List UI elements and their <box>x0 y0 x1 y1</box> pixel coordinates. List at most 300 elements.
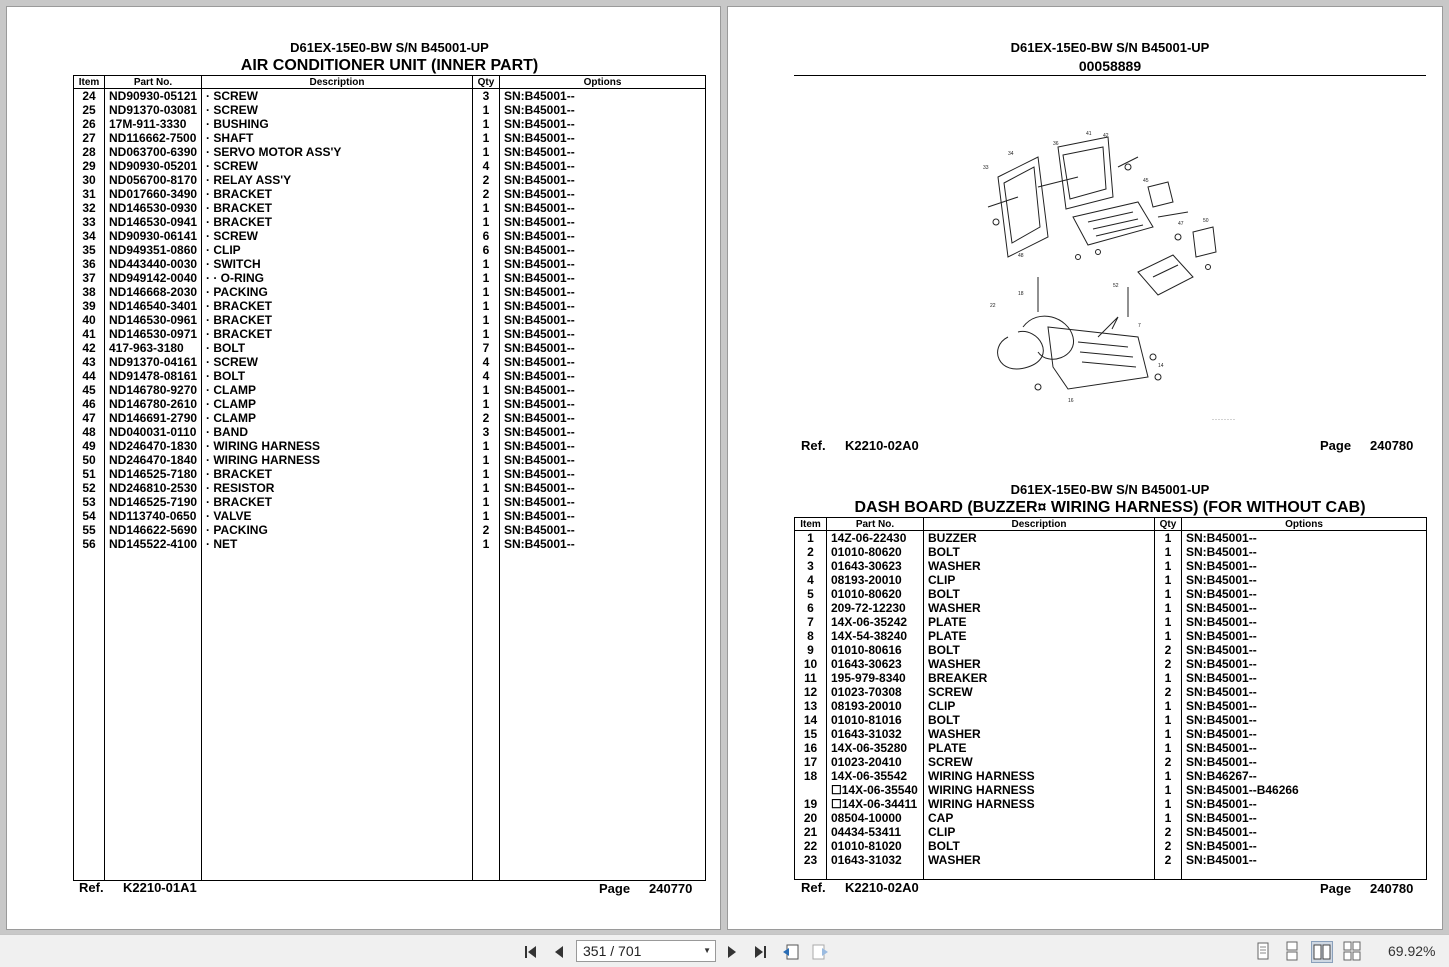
cell-item: 22 <box>795 839 827 853</box>
left-ref-label: Ref. <box>79 880 104 895</box>
cell-opt: SN:B45001-- <box>500 313 706 327</box>
cell-opt: SN:B45001-- <box>1182 825 1427 839</box>
cell-desc: · BRACKET <box>202 215 473 229</box>
filler-cell <box>500 551 706 881</box>
right-parts-table <box>794 517 1427 880</box>
cell-item: 36 <box>74 257 105 271</box>
right-page-label: Page <box>1320 881 1352 896</box>
cell-part: ND91478-08161 <box>105 369 202 383</box>
last-page-icon[interactable] <box>750 942 770 962</box>
cell-opt: SN:B45001-- <box>500 467 706 481</box>
cell-item: 39 <box>74 299 105 313</box>
cell-opt: SN:B45001-- <box>500 229 706 243</box>
cell-opt: SN:B45001-- <box>500 299 706 313</box>
cell-item: 3 <box>795 559 827 573</box>
table-filler-row <box>795 867 1427 880</box>
cell-desc: · VALVE <box>202 509 473 523</box>
cell-item: 16 <box>795 741 827 755</box>
cell-opt: SN:B45001-- <box>500 523 706 537</box>
cell-item: 40 <box>74 313 105 327</box>
cell-qty: 1 <box>1155 629 1182 643</box>
cell-part: 01643-31032 <box>827 727 924 741</box>
filler-cell <box>105 551 202 881</box>
cell-part: ND146530-0961 <box>105 313 202 327</box>
cell-qty: 1 <box>473 397 500 411</box>
illus-ref-label: Ref. <box>801 438 826 453</box>
table-row <box>74 285 706 299</box>
cell-desc: · RESISTOR <box>202 481 473 495</box>
filler-cell <box>924 867 1155 880</box>
cell-qty: 1 <box>473 117 500 131</box>
svg-text:16: 16 <box>1068 398 1074 404</box>
cell-part: 08504-10000 <box>827 811 924 825</box>
left-table-body <box>74 89 706 881</box>
cell-opt: SN:B45001-- <box>500 439 706 453</box>
cell-item: 53 <box>74 495 105 509</box>
table-row <box>74 495 706 509</box>
cell-desc: · SERVO MOTOR ASS'Y <box>202 145 473 159</box>
table-row <box>795 685 1427 699</box>
table-row <box>795 769 1427 783</box>
cell-item: 41 <box>74 327 105 341</box>
cell-item: 2 <box>795 545 827 559</box>
cell-desc: WASHER <box>924 559 1155 573</box>
page-number-value: 351 / 701 <box>583 943 642 959</box>
left-page <box>6 6 721 930</box>
svg-text:45: 45 <box>1143 178 1149 184</box>
cell-part: 01643-30623 <box>827 657 924 671</box>
continuous-view-icon[interactable] <box>1282 941 1302 961</box>
cell-desc: · BRACKET <box>202 467 473 481</box>
cell-desc: · BRACKET <box>202 201 473 215</box>
right-title-heading: DASH BOARD (BUZZER¤ WIRING HARNESS) (FOR WITHOUT CAB) <box>854 499 1366 516</box>
cell-opt: SN:B45001-- <box>500 397 706 411</box>
cell-desc: SCREW <box>924 685 1155 699</box>
cell-qty: 1 <box>473 145 500 159</box>
cell-qty: 1 <box>1155 797 1182 811</box>
cell-qty: 1 <box>1155 713 1182 727</box>
filler-cell <box>1155 867 1182 880</box>
table-row <box>74 327 706 341</box>
cell-opt: SN:B45001-- <box>1182 727 1427 741</box>
cell-opt: SN:B45001-- <box>1182 643 1427 657</box>
cell-qty: 2 <box>1155 657 1182 671</box>
cell-part: 195-979-8340 <box>827 671 924 685</box>
cell-item: 42 <box>74 341 105 355</box>
cell-item: 46 <box>74 397 105 411</box>
right-table-header <box>795 518 1427 531</box>
cell-desc: · NET <box>202 537 473 551</box>
cell-item: 49 <box>74 439 105 453</box>
cell-part: ND145522-4100 <box>105 537 202 551</box>
cell-item: 13 <box>795 699 827 713</box>
table-row <box>795 573 1427 587</box>
cell-item: 17 <box>795 755 827 769</box>
table-row <box>74 187 706 201</box>
diagram-dots: ········ <box>1212 417 1236 423</box>
svg-text:7: 7 <box>1138 323 1141 329</box>
illus-model-heading: D61EX-15E0-BW S/N B45001-UP <box>1010 40 1210 55</box>
svg-text:22: 22 <box>990 303 996 309</box>
cell-part: ND146525-7180 <box>105 467 202 481</box>
cell-desc: WIRING HARNESS <box>924 769 1155 783</box>
cell-opt: SN:B45001-- <box>500 215 706 229</box>
right-model-heading: D61EX-15E0-BW S/N B45001-UP <box>1010 482 1210 497</box>
cell-item: 25 <box>74 103 105 117</box>
cell-item: 21 <box>795 825 827 839</box>
cell-qty: 1 <box>1155 783 1182 797</box>
cell-part: ☐14X-06-35540 <box>827 783 924 797</box>
svg-text:42: 42 <box>1103 133 1109 139</box>
cell-qty: 2 <box>473 187 500 201</box>
cell-opt: SN:B45001-- <box>500 327 706 341</box>
cell-opt: SN:B45001-- <box>1182 629 1427 643</box>
cell-desc: BOLT <box>924 713 1155 727</box>
cell-part: ND146530-0941 <box>105 215 202 229</box>
zoom-level[interactable]: 69.92% <box>1388 943 1436 959</box>
cell-part: ND040031-0110 <box>105 425 202 439</box>
cell-qty: 2 <box>473 523 500 537</box>
svg-text:36: 36 <box>1053 141 1059 147</box>
cell-part: 01010-80616 <box>827 643 924 657</box>
cell-item: 52 <box>74 481 105 495</box>
cell-qty: 1 <box>1155 615 1182 629</box>
table-row <box>795 783 1427 797</box>
table-row <box>74 355 706 369</box>
cell-desc: CLIP <box>924 825 1155 839</box>
cell-opt: SN:B45001--B46266 <box>1182 783 1427 797</box>
cell-opt: SN:B45001-- <box>500 173 706 187</box>
cell-part: 17M-911-3330 <box>105 117 202 131</box>
table-row <box>74 439 706 453</box>
cell-desc: · SHAFT <box>202 131 473 145</box>
cell-desc: · BRACKET <box>202 313 473 327</box>
cell-opt: SN:B45001-- <box>500 285 706 299</box>
cell-desc: WIRING HARNESS <box>924 783 1155 797</box>
table-row <box>795 713 1427 727</box>
cell-qty: 1 <box>1155 727 1182 741</box>
cell-item: 12 <box>795 685 827 699</box>
cell-opt: SN:B45001-- <box>1182 685 1427 699</box>
cell-item: 18 <box>795 769 827 783</box>
cell-part: 14X-06-35242 <box>827 615 924 629</box>
cell-qty: 1 <box>473 327 500 341</box>
cell-part: ND146530-0971 <box>105 327 202 341</box>
cell-desc: · CLAMP <box>202 383 473 397</box>
cell-desc: WASHER <box>924 727 1155 741</box>
cell-desc: · PACKING <box>202 285 473 299</box>
table-row <box>74 145 706 159</box>
cell-qty: 1 <box>473 131 500 145</box>
cell-opt: SN:B45001-- <box>500 411 706 425</box>
cell-opt: SN:B45001-- <box>500 383 706 397</box>
cell-desc: · BRACKET <box>202 187 473 201</box>
cell-qty: 6 <box>473 229 500 243</box>
cell-desc: BREAKER <box>924 671 1155 685</box>
cell-item: 37 <box>74 271 105 285</box>
cell-qty: 1 <box>473 215 500 229</box>
table-row <box>74 481 706 495</box>
cell-qty: 4 <box>473 355 500 369</box>
cell-item: 24 <box>74 89 105 104</box>
cell-qty: 1 <box>473 299 500 313</box>
cell-part: ND246470-1830 <box>105 439 202 453</box>
cell-desc: WIRING HARNESS <box>924 797 1155 811</box>
cell-item: 38 <box>74 285 105 299</box>
cell-opt: SN:B45001-- <box>500 481 706 495</box>
cell-qty: 1 <box>473 257 500 271</box>
svg-text:52: 52 <box>1113 283 1119 289</box>
left-parts-table <box>73 75 706 881</box>
cell-qty: 1 <box>473 467 500 481</box>
table-row <box>74 173 706 187</box>
cell-opt: SN:B45001-- <box>1182 601 1427 615</box>
cell-opt: SN:B45001-- <box>1182 657 1427 671</box>
cell-part: ND116662-7500 <box>105 131 202 145</box>
cell-part: 01010-81020 <box>827 839 924 853</box>
left-model-heading: D61EX-15E0-BW S/N B45001-UP <box>290 40 489 55</box>
next-page-icon[interactable] <box>722 942 742 962</box>
cell-part: ND063700-6390 <box>105 145 202 159</box>
table-row <box>74 425 706 439</box>
cell-desc: · CLIP <box>202 243 473 257</box>
table-row <box>795 755 1427 769</box>
illus-page-value: 240780 <box>1370 438 1414 453</box>
go-back-icon[interactable] <box>781 942 801 962</box>
illus-number-heading: 00058889 <box>1078 58 1142 74</box>
svg-text:14: 14 <box>1158 363 1164 369</box>
cell-part: ND146525-7190 <box>105 495 202 509</box>
single-page-view-icon[interactable] <box>1253 941 1273 961</box>
cell-desc: PLATE <box>924 629 1155 643</box>
col-part-header: Part No. <box>105 76 202 89</box>
table-row <box>795 741 1427 755</box>
cell-item: 19 <box>795 797 827 811</box>
cell-qty: 6 <box>473 243 500 257</box>
cell-desc: CAP <box>924 811 1155 825</box>
prev-page-icon[interactable] <box>549 942 569 962</box>
right-page-value: 240780 <box>1370 881 1414 896</box>
cell-part: ND017660-3490 <box>105 187 202 201</box>
table-row <box>74 397 706 411</box>
page-number-select[interactable] <box>576 940 716 962</box>
table-row <box>74 215 706 229</box>
left-table-header <box>74 76 706 89</box>
cell-opt: SN:B45001-- <box>500 103 706 117</box>
exploded-parts-diagram <box>978 127 1248 427</box>
filler-cell <box>74 551 105 881</box>
cell-part: ND90930-05201 <box>105 159 202 173</box>
cell-qty: 3 <box>473 425 500 439</box>
cell-desc: · PACKING <box>202 523 473 537</box>
table-row <box>795 825 1427 839</box>
cell-part: 14Z-06-22430 <box>827 531 924 546</box>
cell-desc: · RELAY ASS'Y <box>202 173 473 187</box>
cell-qty: 2 <box>1155 853 1182 867</box>
cell-item: 6 <box>795 601 827 615</box>
cell-desc: CLIP <box>924 699 1155 713</box>
cell-part: 14X-06-35542 <box>827 769 924 783</box>
table-row <box>74 299 706 313</box>
table-row <box>74 411 706 425</box>
cell-part: 08193-20010 <box>827 699 924 713</box>
cell-item: 31 <box>74 187 105 201</box>
cell-opt: SN:B45001-- <box>500 159 706 173</box>
cell-desc: · BOLT <box>202 341 473 355</box>
cell-item: 26 <box>74 117 105 131</box>
cell-qty: 1 <box>473 383 500 397</box>
table-row <box>795 629 1427 643</box>
table-row <box>795 657 1427 671</box>
right-ref-value: K2210-02A0 <box>845 880 919 895</box>
cell-opt: SN:B45001-- <box>1182 741 1427 755</box>
go-forward-icon[interactable] <box>810 942 830 962</box>
cell-opt: SN:B45001-- <box>500 145 706 159</box>
cell-item: 20 <box>795 811 827 825</box>
table-row <box>74 89 706 104</box>
cell-part: ND113740-0650 <box>105 509 202 523</box>
cell-part: 08193-20010 <box>827 573 924 587</box>
cell-opt: SN:B45001-- <box>500 89 706 104</box>
table-row <box>74 103 706 117</box>
cell-qty: 1 <box>1155 811 1182 825</box>
cell-opt: SN:B45001-- <box>500 257 706 271</box>
cell-part: ☐14X-06-34411 <box>827 797 924 811</box>
table-row <box>74 313 706 327</box>
cell-opt: SN:B45001-- <box>1182 559 1427 573</box>
table-filler-row <box>74 551 706 881</box>
cell-part: ND443440-0030 <box>105 257 202 271</box>
cell-qty: 1 <box>473 271 500 285</box>
table-row <box>74 117 706 131</box>
table-row <box>795 531 1427 546</box>
cell-qty: 2 <box>1155 825 1182 839</box>
cell-opt: SN:B45001-- <box>500 131 706 145</box>
table-row <box>795 545 1427 559</box>
cell-part: ND949142-0040 <box>105 271 202 285</box>
cell-qty: 1 <box>1155 573 1182 587</box>
cell-opt: SN:B45001-- <box>500 425 706 439</box>
first-page-icon[interactable] <box>521 942 541 962</box>
cell-opt: SN:B45001-- <box>1182 615 1427 629</box>
cell-desc: CLIP <box>924 573 1155 587</box>
cell-desc: · BRACKET <box>202 327 473 341</box>
cell-desc: BUZZER <box>924 531 1155 546</box>
illus-ref-value: K2210-02A0 <box>845 438 919 453</box>
cell-opt: SN:B45001-- <box>1182 839 1427 853</box>
cell-part: 209-72-12230 <box>827 601 924 615</box>
cell-opt: SN:B45001-- <box>1182 587 1427 601</box>
cell-part: ND91370-03081 <box>105 103 202 117</box>
table-row <box>74 537 706 551</box>
cell-desc: · SCREW <box>202 103 473 117</box>
cell-part: ND146780-2610 <box>105 397 202 411</box>
filler-cell <box>795 867 827 880</box>
col-part-header: Part No. <box>827 518 924 531</box>
svg-text:33: 33 <box>983 165 989 171</box>
cell-desc: SCREW <box>924 755 1155 769</box>
cell-opt: SN:B45001-- <box>1182 671 1427 685</box>
cell-qty: 1 <box>1155 601 1182 615</box>
cell-item: 34 <box>74 229 105 243</box>
cell-qty: 1 <box>1155 741 1182 755</box>
cell-qty: 1 <box>473 509 500 523</box>
svg-text:41: 41 <box>1086 131 1092 137</box>
cell-desc: BOLT <box>924 643 1155 657</box>
col-opt-header: Options <box>500 76 706 89</box>
cell-item: 9 <box>795 643 827 657</box>
cell-desc: · SCREW <box>202 159 473 173</box>
cell-part: 01010-81016 <box>827 713 924 727</box>
cell-opt: SN:B45001-- <box>500 369 706 383</box>
table-row <box>74 201 706 215</box>
cell-part: 14X-06-35280 <box>827 741 924 755</box>
cell-item: 23 <box>795 853 827 867</box>
two-page-continuous-icon[interactable] <box>1342 941 1362 961</box>
cell-item: 5 <box>795 587 827 601</box>
cell-desc: · BRACKET <box>202 495 473 509</box>
svg-text:34: 34 <box>1008 151 1014 157</box>
cell-opt: SN:B45001-- <box>500 271 706 285</box>
table-row <box>74 467 706 481</box>
cell-part: ND949351-0860 <box>105 243 202 257</box>
cell-desc: · WIRING HARNESS <box>202 453 473 467</box>
cell-qty: 2 <box>1155 685 1182 699</box>
cell-qty: 1 <box>1155 587 1182 601</box>
cell-opt: SN:B46267-- <box>1182 769 1427 783</box>
cell-desc: · SCREW <box>202 229 473 243</box>
cell-item: 15 <box>795 727 827 741</box>
cell-opt: SN:B45001-- <box>500 341 706 355</box>
cell-desc: · SCREW <box>202 355 473 369</box>
cell-qty: 2 <box>473 173 500 187</box>
cell-opt: SN:B45001-- <box>500 201 706 215</box>
filler-cell <box>1182 867 1427 880</box>
two-page-view-icon[interactable] <box>1311 941 1333 963</box>
table-row <box>74 257 706 271</box>
cell-qty: 1 <box>1155 769 1182 783</box>
table-row <box>74 509 706 523</box>
table-row <box>795 811 1427 825</box>
right-table-body <box>795 531 1427 880</box>
cell-desc: · BOLT <box>202 369 473 383</box>
cell-item: 56 <box>74 537 105 551</box>
cell-qty: 2 <box>1155 755 1182 769</box>
filler-cell <box>473 551 500 881</box>
left-title-heading: AIR CONDITIONER UNIT (INNER PART) <box>240 57 539 74</box>
cell-qty: 3 <box>473 89 500 104</box>
cell-qty: 1 <box>473 537 500 551</box>
filler-cell <box>827 867 924 880</box>
svg-text:47: 47 <box>1178 221 1184 227</box>
cell-opt: SN:B45001-- <box>1182 545 1427 559</box>
table-row <box>795 601 1427 615</box>
cell-qty: 1 <box>1155 671 1182 685</box>
cell-item: 11 <box>795 671 827 685</box>
cell-desc: · WIRING HARNESS <box>202 439 473 453</box>
cell-part: ND146540-3401 <box>105 299 202 313</box>
cell-desc: · CLAMP <box>202 411 473 425</box>
table-row <box>74 341 706 355</box>
cell-item: 35 <box>74 243 105 257</box>
cell-opt: SN:B45001-- <box>1182 797 1427 811</box>
table-row <box>795 671 1427 685</box>
cell-part: ND246470-1840 <box>105 453 202 467</box>
cell-part: ND146668-2030 <box>105 285 202 299</box>
left-page-label: Page <box>599 881 631 896</box>
cell-desc: · BAND <box>202 425 473 439</box>
cell-item <box>795 783 827 797</box>
